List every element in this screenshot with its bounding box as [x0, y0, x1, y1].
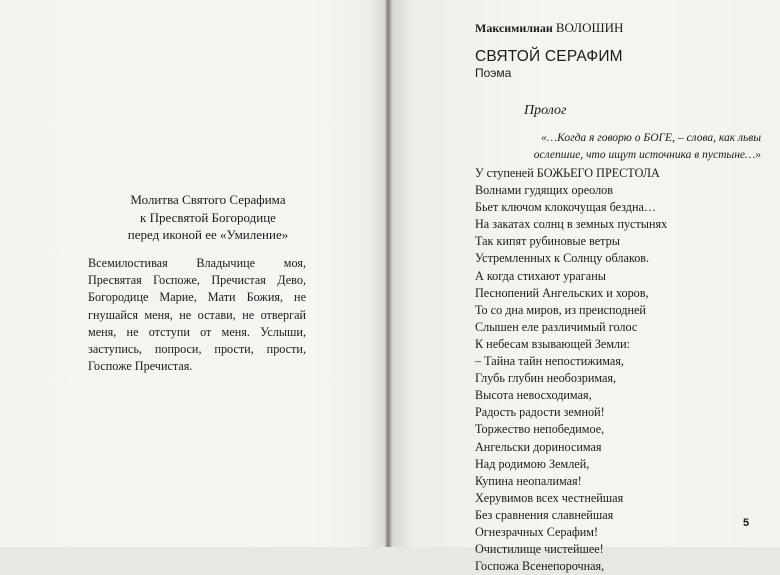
prologue-heading: Пролог [524, 103, 567, 118]
poem-text [475, 165, 667, 575]
author-last-name: ВОЛОШИН [555, 20, 624, 35]
epigraph-line: «…Когда я говорю о БОГЕ, – слова, как львы [541, 132, 761, 144]
right-page [391, 0, 780, 574]
poem-line: Огнезрачных Серафим! [475, 524, 599, 539]
poem-line: Слышен еле различимый голос [475, 319, 638, 334]
epigraph [501, 130, 761, 163]
poem-line: Над родимою Землей, [475, 456, 590, 471]
poem-line: Ангельски дориносимая [475, 439, 602, 454]
prayer-title [80, 191, 336, 244]
epigraph-line: ослепшие, что ищут источника в пустыне…» [533, 148, 761, 161]
prayer-text: Всемилостивая Владычице моя, Пресвятая Госпоже, Пречистая Дево, Богородице Марие, Мати Божия, не гнушайся меня, не остави, не отвергай меня, не отступи от меня. Услыши, заступись, попроси, прости, прости, Госпоже Пречистая. [88, 256, 306, 374]
work-subtitle: Поэма [475, 66, 512, 80]
work-title: СВЯТОЙ СЕРАФИМ [475, 48, 623, 65]
poem-line: Очистилище чистейшее! [475, 542, 604, 557]
poem-line: Торжество непобедимое, [475, 422, 605, 437]
author-first-name: Максимилиан [475, 21, 553, 35]
prayer-title-line: перед иконой ее «Умиление» [127, 227, 289, 242]
poem-line: Волнами гудящих ореолов [475, 183, 613, 198]
poem-line: Без сравнения славнейшая [475, 507, 614, 522]
page-number: 5 [743, 517, 750, 529]
prayer-title-line: Молитва Святого Серафима [130, 192, 286, 207]
prayer-title-line: к Пресвятой Богородице [140, 209, 276, 225]
poem-line: Херувимов всех честнейшая [475, 490, 624, 505]
poem-line: Так кипят рубиновые ветры [475, 234, 620, 249]
poem-line: Купина неопалимая! [475, 473, 582, 488]
poem-line: То со дна миров, из преисподней [475, 302, 646, 317]
poem-line: Радость радости земной! [475, 405, 605, 420]
poem-line: Госпожа Всенепорочная, [475, 559, 605, 574]
poem-line: Высота невосходимая, [475, 388, 592, 403]
poem-line: К небесам взывающей Земли: [475, 336, 631, 351]
poem-line: У ступеней БОЖЬЕГО ПРЕСТОЛА [475, 166, 660, 180]
left-page [0, 0, 389, 547]
poem-line: А когда стихают ураганы [475, 268, 606, 283]
poem-line: Бьет ключом клокочущая бездна… [475, 200, 657, 215]
poem-line: Глубь глубин необозримая, [475, 371, 617, 386]
poem-line: На закатах солнц в земных пустынях [475, 217, 668, 232]
poem-line: Песнопений Ангельских и хоров, [475, 285, 649, 300]
author-name [475, 20, 623, 36]
poem-line: – Тайна тайн непостижимая, [475, 354, 624, 369]
poem-line: Устремленных к Солнцу облаков. [475, 251, 650, 266]
